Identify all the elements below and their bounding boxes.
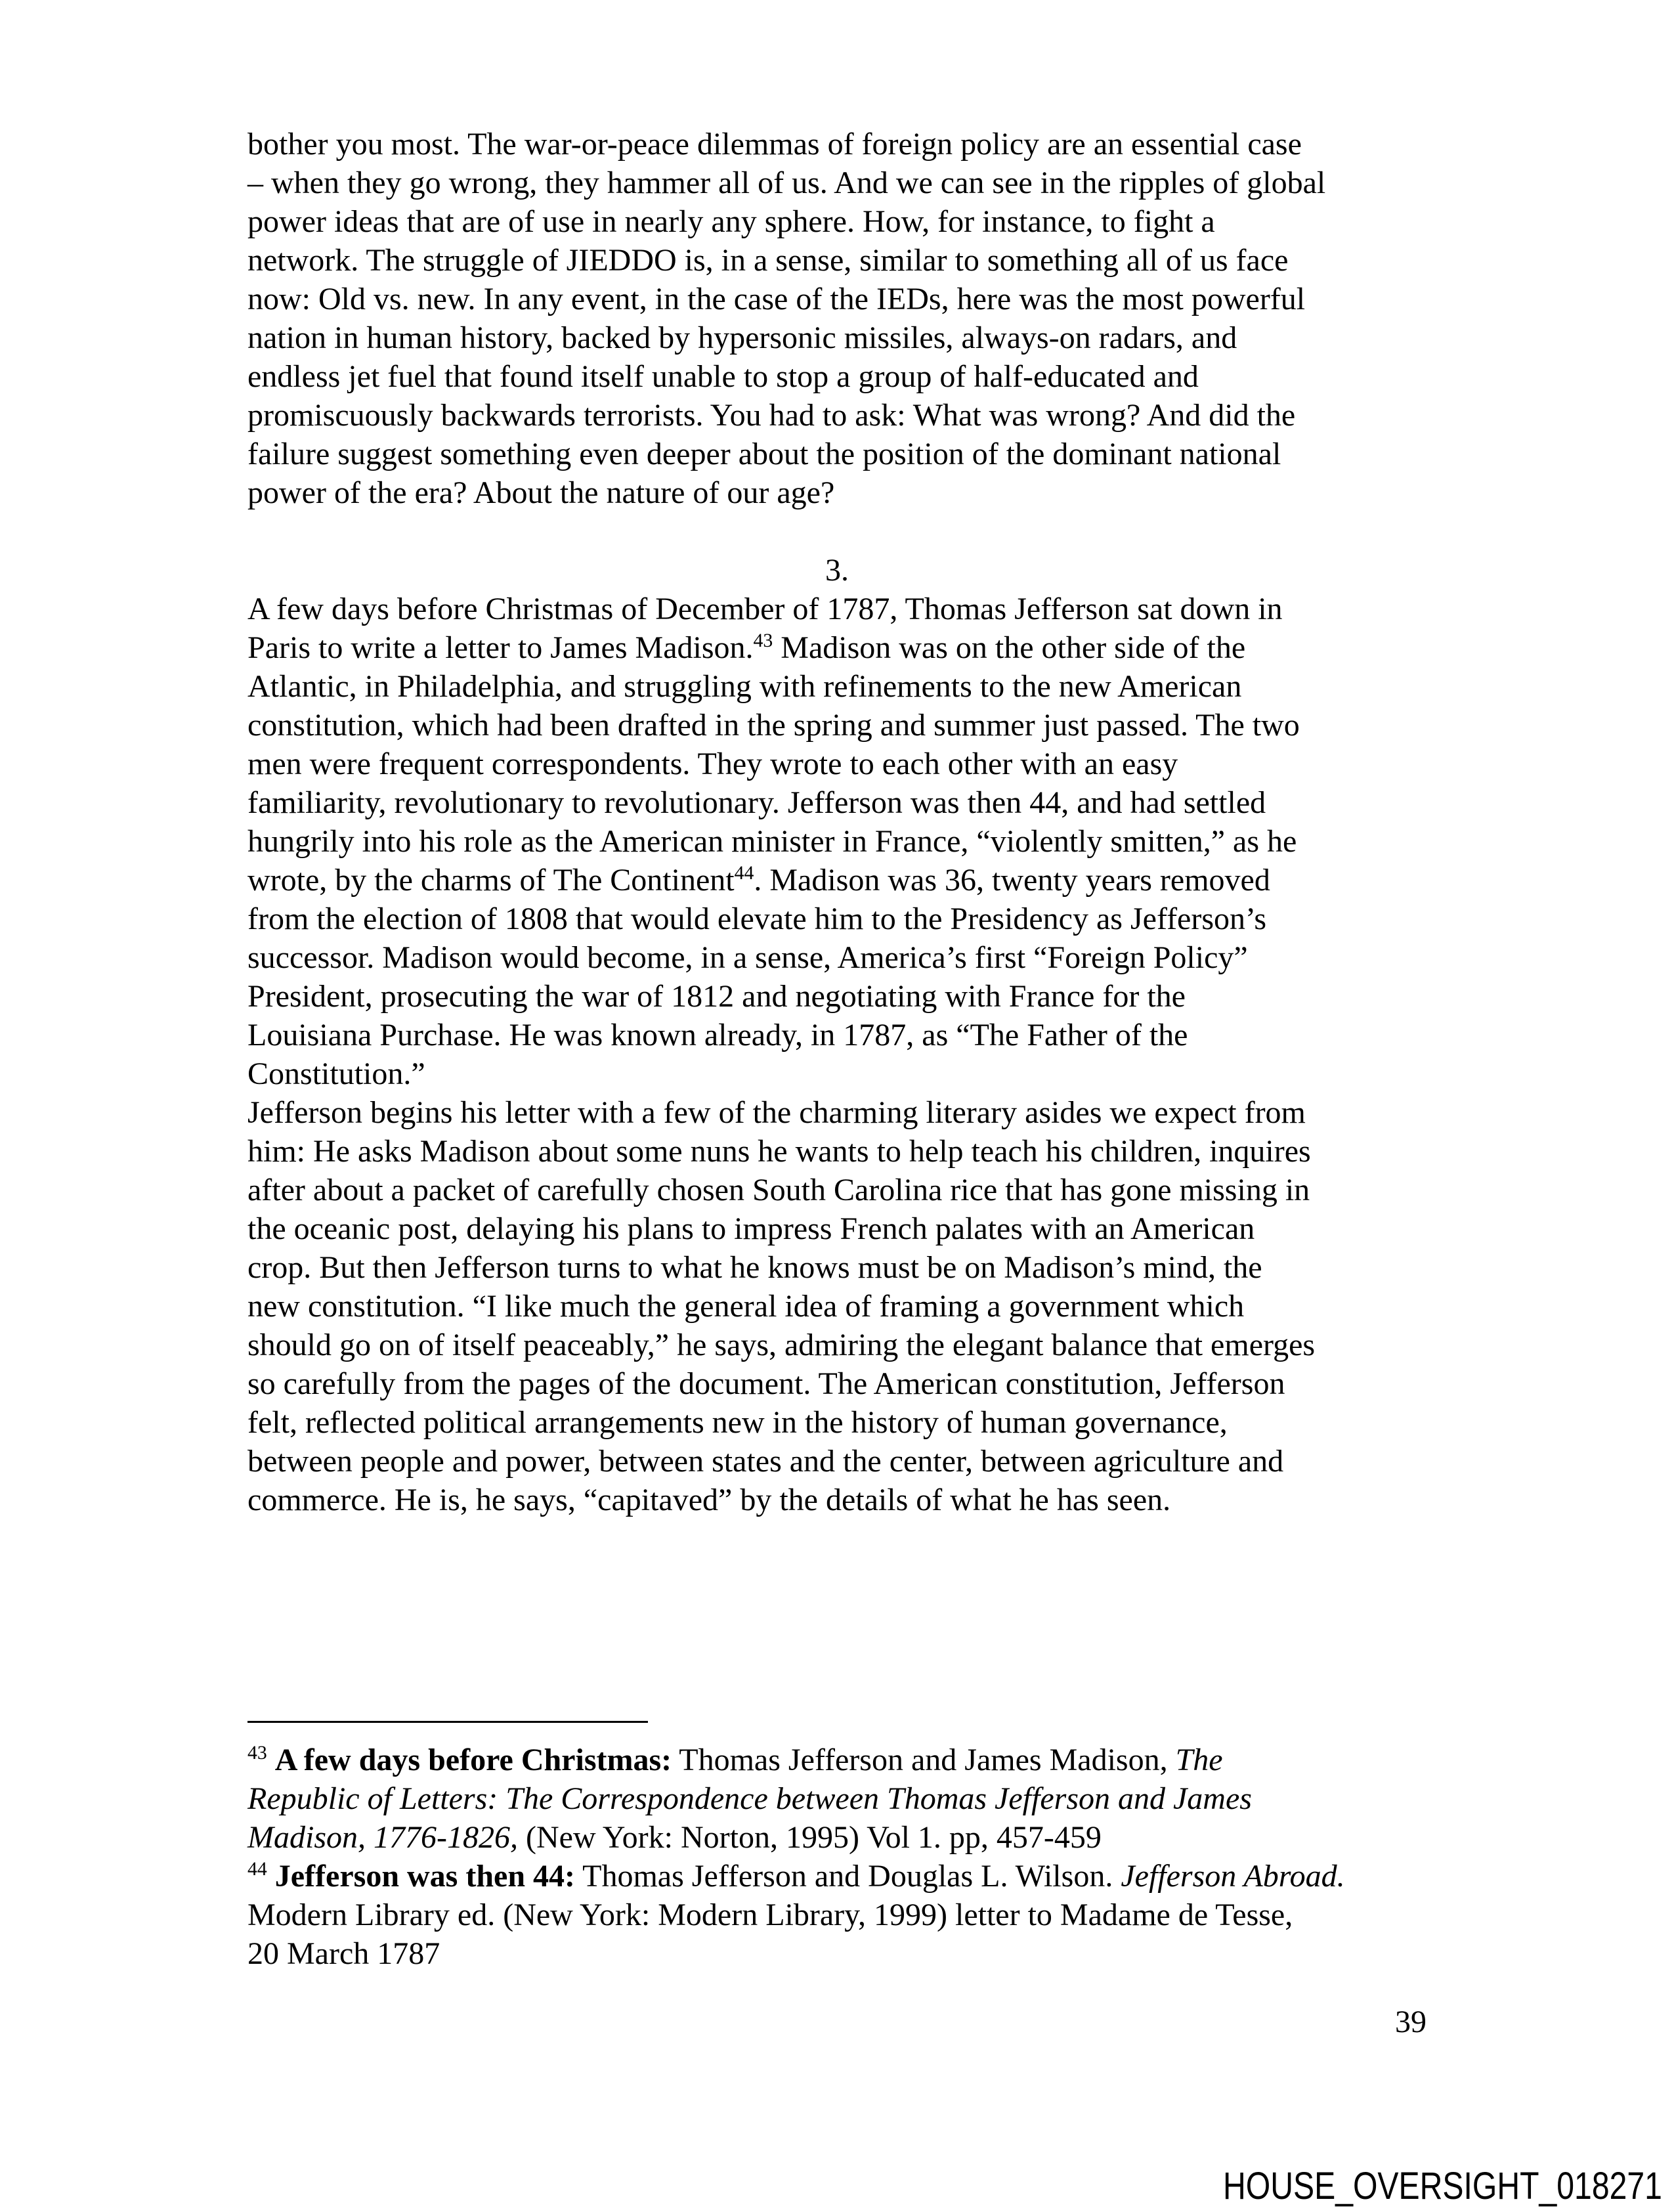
text-line: familiarity, revolutionary to revolutionary. Jefferson was then 44, and had settled: [247, 785, 1266, 820]
text-line: successor. Madison would become, in a sense, America’s first “Foreign Policy”: [247, 940, 1248, 975]
text-line: so carefully from the pages of the document. The American constitution, Jefferson: [247, 1366, 1285, 1401]
text-line: constitution, which had been drafted in the spring and summer just passed. The two: [247, 708, 1300, 743]
text-line: power of the era? About the nature of our age?: [247, 475, 835, 510]
text-line: A few days before Christmas of December of 1787, Thomas Jefferson sat down in: [247, 592, 1283, 626]
text-line: men were frequent correspondents. They wrote to each other with an easy: [247, 747, 1178, 781]
text-line: new constitution. “I like much the general idea of framing a government which: [247, 1289, 1245, 1324]
footnote-separator: [247, 1721, 648, 1723]
text-line: Modern Library ed. (New York: Modern Library, 1999) letter to Madame de Tesse,: [247, 1898, 1293, 1932]
text-line: Republic of Letters: The Correspondence between Thomas Jefferson and James: [247, 1781, 1252, 1816]
paragraph-3: [247, 1093, 1427, 1519]
text-line: endless jet fuel that found itself unable to stop a group of half-educated and: [247, 359, 1199, 394]
text-line: power ideas that are of use in nearly any sphere. How, for instance, to fight a: [247, 204, 1215, 239]
text-line: President, prosecuting the war of 1812 and negotiating with France for the: [247, 979, 1186, 1014]
text-line: network. The struggle of JIEDDO is, in a sense, similar to something all of us face: [247, 243, 1289, 278]
text-line: the oceanic post, delaying his plans to impress French palates with an American: [247, 1211, 1255, 1246]
text-line: from the election of 1808 that would elevate him to the Presidency as Jefferson’s: [247, 901, 1267, 936]
text-line: nation in human history, backed by hypersonic missiles, always-on radars, and: [247, 320, 1237, 355]
text-line: hungrily into his role as the American minister in France, “violently smitten,” as he: [247, 824, 1297, 859]
text-line: 20 March 1787: [247, 1936, 440, 1971]
footnote-43: [247, 1741, 1427, 1857]
text-line: Constitution.”: [247, 1056, 425, 1091]
text-line: failure suggest something even deeper about the position of the dominant national: [247, 437, 1281, 471]
text-line: Madison, 1776-1826, (New York: Norton, 1995) Vol 1. pp, 457-459: [247, 1820, 1102, 1855]
text-line: $^{44}$ Jefferson was then 44: Thomas Jefferson and Douglas L. Wilson. Jefferson Abroad.: [247, 1858, 1345, 1894]
footnotes-section: [247, 1721, 1427, 1973]
text-line: him: He asks Madison about some nuns he wants to help teach his children, inquires: [247, 1134, 1311, 1169]
paragraph-1: [247, 125, 1427, 512]
text-line: bother you most. The war-or-peace dilemmas of foreign policy are an essential case: [247, 127, 1302, 162]
text-line: crop. But then Jefferson turns to what he knows must be on Madison’s mind, the: [247, 1250, 1262, 1285]
bates-stamp: HOUSE_OVERSIGHT_018271: [1223, 2165, 1662, 2207]
text-line: wrote, by the charms of The Continent$^{44}$. Madison was 36, twenty years removed: [247, 862, 1270, 898]
text-line: promiscuously backwards terrorists. You had to ask: What was wrong? And did the: [247, 398, 1296, 433]
section-heading: 3.: [825, 553, 849, 588]
body-text: [247, 125, 1427, 1519]
text-line: Jefferson begins his letter with a few of the charming literary asides we expect from: [247, 1095, 1306, 1130]
text-line: between people and power, between states and the center, between agriculture and: [247, 1444, 1284, 1479]
text-line: $^{43}$ A few days before Christmas: Thomas Jefferson and James Madison, The: [247, 1742, 1223, 1777]
text-line: Paris to write a letter to James Madison.$^{43}$ Madison was on the other side of the: [247, 630, 1246, 665]
text-line: Louisiana Purchase. He was known already, in 1787, as “The Father of the: [247, 1018, 1188, 1052]
text-line: Atlantic, in Philadelphia, and struggling with refinements to the new American: [247, 669, 1242, 704]
footnote-44: [247, 1857, 1427, 1973]
paragraph-2: [247, 590, 1427, 1093]
text-line: should go on of itself peaceably,” he says, admiring the elegant balance that emerges: [247, 1328, 1316, 1362]
text-line: now: Old vs. new. In any event, in the case of the IEDs, here was the most powerful: [247, 282, 1306, 316]
text-line: felt, reflected political arrangements new in the history of human governance,: [247, 1405, 1228, 1440]
text-line: – when they go wrong, they hammer all of us. And we can see in the ripples of global: [247, 165, 1326, 200]
page-number: 39: [1395, 2005, 1427, 2039]
text-line: commerce. He is, he says, “capitaved” by the details of what he has seen.: [247, 1483, 1171, 1517]
text-line: after about a packet of carefully chosen South Carolina rice that has gone missing in: [247, 1173, 1310, 1207]
